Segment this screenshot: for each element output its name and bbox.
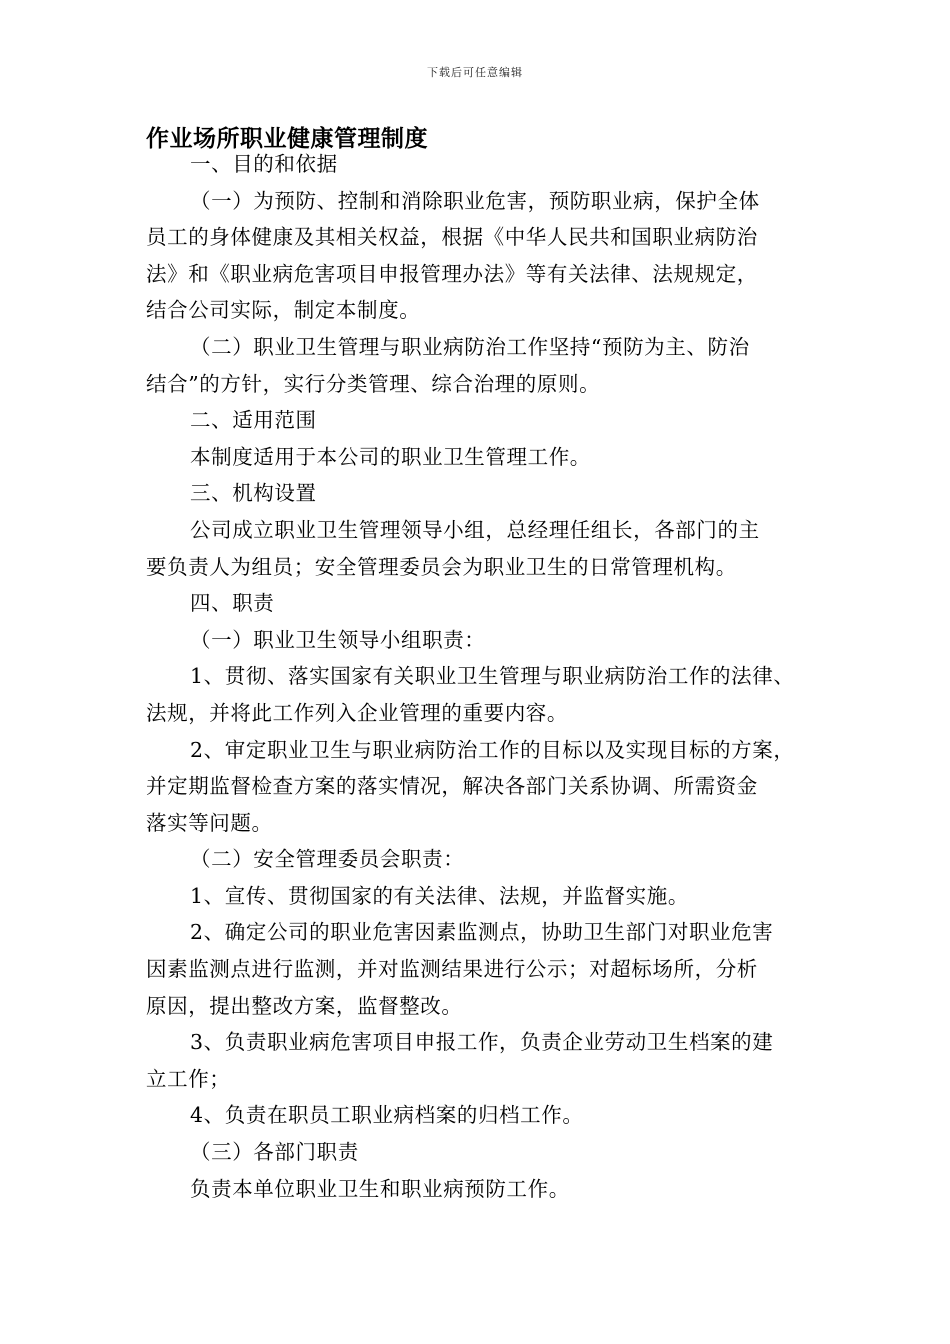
text-line: 二、适用范围 [190,408,317,433]
text-line: 2、确定公司的职业危害因素监测点，协助卫生部门对职业危害 [190,920,774,945]
text-line: 三、机构设置 [190,481,317,506]
text-line: （二）安全管理委员会职责： [190,847,465,872]
text-line: （一）职业卫生领导小组职责： [190,627,486,652]
document-body [146,146,836,1207]
text-line: 1、宣传、贯彻国家的有关法律、法规，并监督实施。 [190,883,689,908]
text-line: 结合”的方针，实行分类管理、综合治理的原则。 [146,371,601,396]
document-title: 作业场所职业健康管理制度 [146,126,428,152]
text-line: 1、贯彻、落实国家有关职业卫生管理与职业病防治工作的法律、 [190,664,795,689]
text-line: 结合公司实际，制定本制度。 [146,298,421,323]
text-line: 四、职责 [190,591,275,616]
text-line: 公司成立职业卫生管理领导小组，总经理任组长，各部门的主 [190,517,760,542]
text-line: 员工的身体健康及其相关权益，根据《中华人民共和国职业病防治 [146,225,758,250]
text-line: 因素监测点进行监测，并对监测结果进行公示；对超标场所，分析 [146,957,758,982]
text-line: 负责本单位职业卫生和职业病预防工作。 [190,1176,570,1201]
text-line: 一、目的和依据 [190,152,338,176]
text-line: 原因，提出整改方案，监督整改。 [146,993,463,1018]
text-line: 2、审定职业卫生与职业病防治工作的目标以及实现目标的方案， [190,737,795,762]
text-line: 3、负责职业病危害项目申报工作，负责企业劳动卫生档案的建 [190,1030,774,1055]
text-line: 本制度适用于本公司的职业卫生管理工作。 [190,444,591,469]
text-line: （二）职业卫生管理与职业病防治工作坚持“预防为主、防治 [190,334,750,359]
text-line: 并定期监督检查方案的落实情况，解决各部门关系协调、所需资金 [146,774,758,799]
text-line: 要负责人为组员；安全管理委员会为职业卫生的日常管理机构。 [146,554,737,579]
header-note: 下载后可任意编辑 [427,66,523,79]
text-line: 法规，并将此工作列入企业管理的重要内容。 [146,700,568,725]
text-line: 落实等问题。 [146,810,273,835]
text-line: （一）为预防、控制和消除职业危害，预防职业病，保护全体 [190,188,760,213]
text-line: （三）各部门职责 [190,1140,359,1165]
text-line: 立工作； [146,1066,231,1091]
text-line: 法》和《职业病危害项目申报管理办法》等有关法律、法规规定， [146,261,758,286]
text-line: 4、负责在职员工职业病档案的归档工作。 [190,1103,584,1128]
